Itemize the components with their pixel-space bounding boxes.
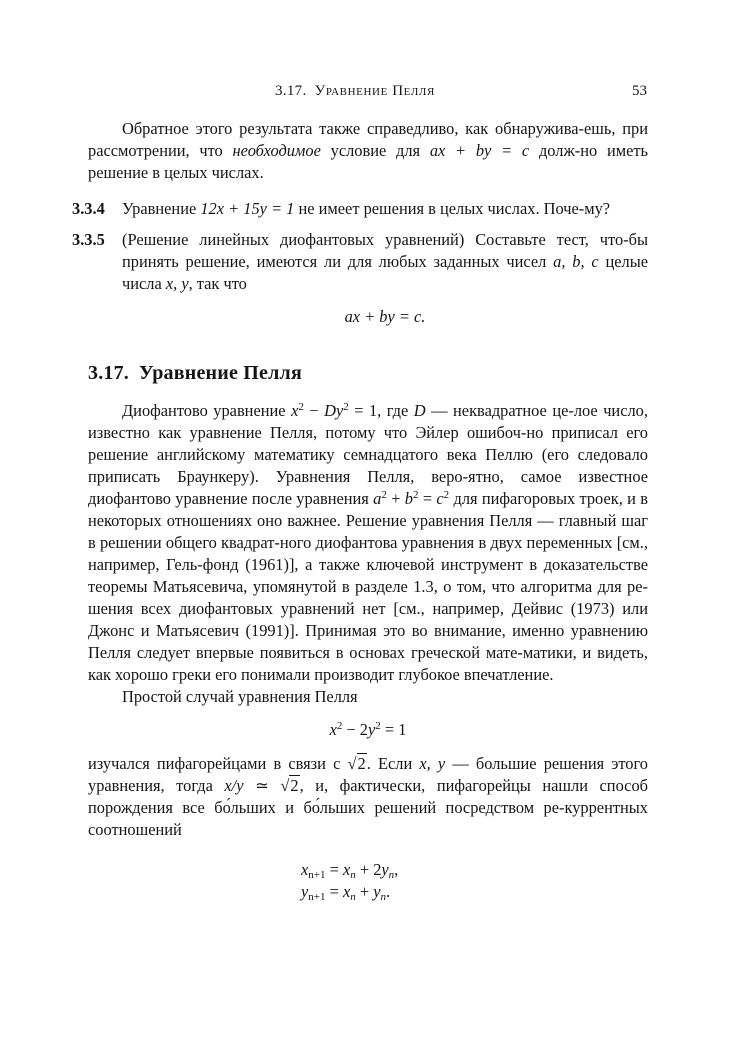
exercise-math-xy: x, y bbox=[165, 274, 189, 293]
approx-sign: ≃ bbox=[243, 776, 281, 795]
page-number: 53 bbox=[632, 83, 647, 99]
display-equation-linear: ax + by = c. bbox=[344, 307, 426, 326]
pell-text-1: Диофантово уравнение bbox=[122, 401, 292, 420]
running-head-section-number: 3.17. bbox=[275, 83, 307, 99]
exercise-text-3: , так что bbox=[188, 274, 247, 293]
intro-text-2: условие для bbox=[320, 141, 430, 160]
intro-emphasis: необходимое bbox=[232, 141, 321, 160]
pythagoreans-text-3: — большие решения этого уравнения, тогда bbox=[88, 754, 649, 795]
exercise-text-2: целые числа bbox=[122, 252, 648, 293]
running-head-title bbox=[275, 83, 435, 100]
recurrence-x: $x_{n+1} = x_n + 2y_n$, bbox=[301, 860, 399, 881]
display-equation-pell: $x^2 - 2y^2 = 1$ bbox=[329, 720, 407, 739]
intro-equation: ax + by = c bbox=[429, 141, 530, 160]
pythagoreans-text-4: , и, фактически, пифагорейцы нашли способ порождения все бо́льших и бо́льших решений посредством ре-куррентных соотношений bbox=[88, 776, 648, 839]
sqrt-two: √2 bbox=[347, 754, 366, 773]
pythagoreans-paragraph bbox=[88, 753, 648, 841]
recurrence-relations bbox=[88, 859, 648, 903]
exercise-math-abc: a, b, c bbox=[553, 252, 599, 271]
section-title: Уравнение Пелля bbox=[139, 362, 302, 384]
pell-equation-inline: $x^2 - Dy^2 = 1$ bbox=[291, 401, 378, 420]
sqrt-two-2: √2 bbox=[280, 776, 299, 795]
pythagoreans-math-ratio: x/y bbox=[224, 776, 244, 795]
pythagoreans-text-2: . Если bbox=[366, 754, 420, 773]
intro-text-3: долж-но иметь решение в целых числах. bbox=[88, 141, 648, 182]
exercise-3-3-4 bbox=[72, 198, 648, 220]
section-heading bbox=[88, 362, 648, 384]
pell-text-2: , где bbox=[377, 401, 414, 420]
exercise-equation: 12x + 15y = 1 bbox=[200, 199, 295, 218]
intro-text-1: Обратное этого результата также справедливо, как обнаружива-ешь, при рассмотрении, что bbox=[88, 119, 648, 160]
pythagoreans-text-1: изучался пифагорейцами в связи с bbox=[88, 754, 348, 773]
exercise-text-1: (Решение линейных диофантовых уравнений) Составьте тест, что-бы принять решение, имеются ли для любых заданных чисел bbox=[122, 230, 648, 271]
pythagoreans-math-xy: x, y bbox=[419, 754, 446, 773]
section-number: 3.17. bbox=[88, 362, 129, 384]
exercise-number: 3.3.4 bbox=[72, 199, 105, 218]
simple-case-paragraph: Простой случай уравнения Пелля bbox=[122, 687, 358, 706]
running-head bbox=[0, 83, 730, 107]
intro-paragraph bbox=[88, 118, 648, 184]
pell-math-d: D bbox=[413, 401, 426, 420]
pythagorean-equation-inline: $a^2 + b^2 = c^2$ bbox=[373, 489, 450, 508]
exercise-3-3-5 bbox=[72, 229, 648, 328]
pell-text-3: — неквадратное це-лое число, известно как уравнение Пелля, потому что Эйлер ошибоч-но приписал его решение английскому математику семнадцатого века Пеллю (его следовало приписать Браункеру). Уравнения Пелля, веро-ятно, самое известное диофантово уравнение после уравнения bbox=[88, 401, 648, 508]
pell-intro-paragraph bbox=[88, 400, 648, 686]
exercise-number: 3.3.5 bbox=[72, 230, 105, 249]
exercise-text-2: не имеет решения в целых числах. Поче-му? bbox=[294, 199, 611, 218]
running-head-section-title: Уравнение Пелля bbox=[314, 83, 435, 99]
recurrence-y: $y_{n+1} = x_n + y_n$. bbox=[301, 882, 391, 903]
pell-text-4: для пифагоровых троек, и в некоторых отношениях оно важнее. Решение уравнения Пелля — главный шаг в решении общего квадрат-ного диофантова уравнения в двух переменных [см., например, Гель-фонд (1961)], а также ключевой инструмент в доказательстве теоремы Матьясевича, упомянутой в разделе 1.3, о том, что алгоритма для ре-шения всех диофантовых уравнений нет [см., например, Дейвис (1973) или Джонс и Матьясевич (1991)]. Принимая это во внимание, именно уравнению Пелля следует впервые появиться в основах греческой мате-матики, и видеть, как хорошо греки его понимали производит глубокое впечатление. bbox=[88, 489, 648, 684]
exercise-text-1: Уравнение bbox=[122, 199, 201, 218]
page-body bbox=[72, 118, 649, 903]
